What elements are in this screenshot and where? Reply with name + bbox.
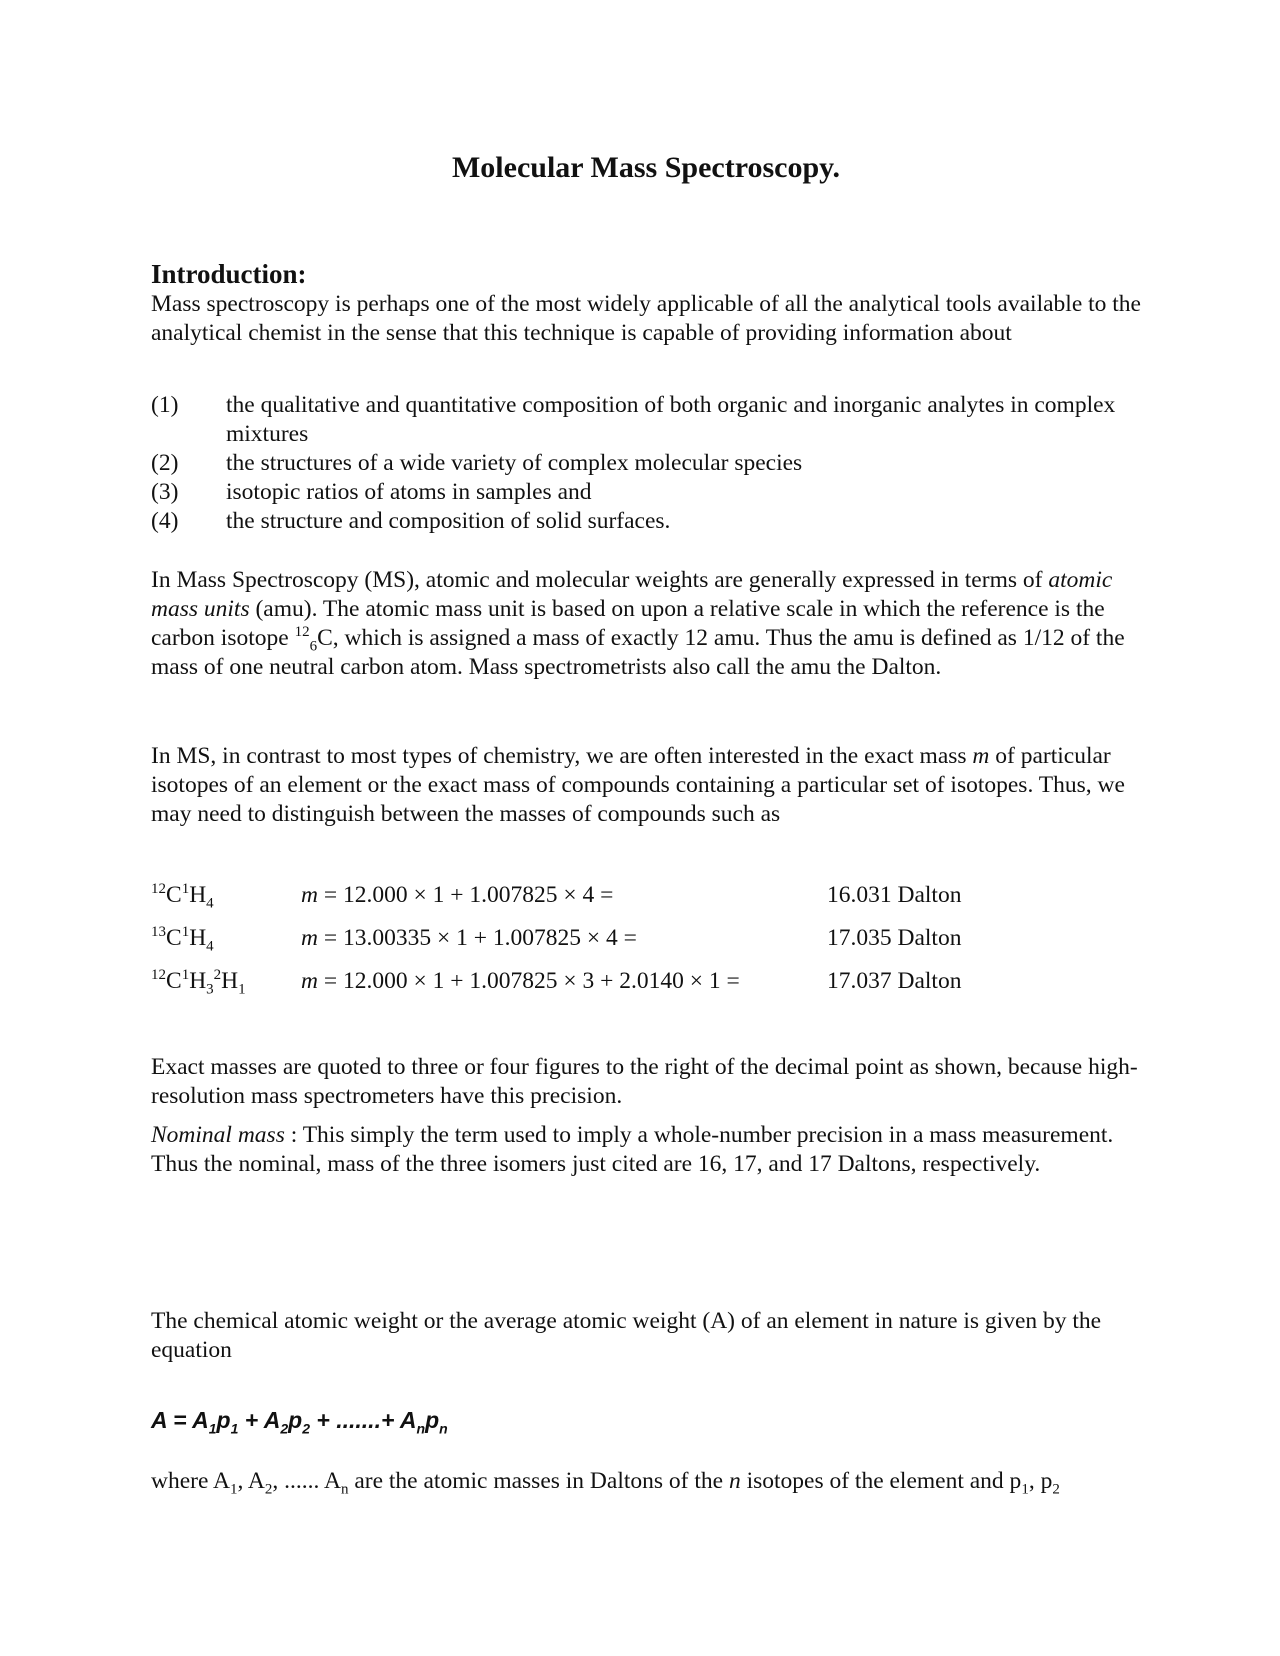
list-item bbox=[151, 449, 1141, 478]
atomic-weight-paragraph: The chemical atomic weight or the average atomic weight (A) of an element in nature is given by the equation bbox=[151, 1308, 1102, 1363]
mass-result: 17.037 Dalton bbox=[827, 968, 962, 994]
list-item-text: the structures of a wide variety of complex molecular species bbox=[226, 450, 803, 476]
where-paragraph: where $A_1$, $A_2$, ...... $A_n$ are the atomic masses in Daltons of the n isotopes of the element and $p_1$, $p_2$ bbox=[151, 1468, 1060, 1498]
page-title: Molecular Mass Spectroscopy. bbox=[451, 151, 841, 184]
species-formula: $^{12}C^1H_3^2H_1$ bbox=[151, 967, 246, 998]
list-item-number: (1) bbox=[151, 392, 179, 418]
list-item-number: (2) bbox=[151, 450, 179, 476]
mass-expression: m = 12.000 × 1 + 1.007825 × 3 + 2.0140 × 1 = bbox=[301, 968, 740, 994]
introduction-heading: Introduction: bbox=[151, 259, 307, 289]
list-item-text: the structure and composition of solid surfaces. bbox=[226, 508, 671, 534]
intro-paragraph: Mass spectroscopy is perhaps one of the most widely applicable of all the analytical tools available to the analytical chemist in the sense that this technique is capable of providing information about bbox=[151, 291, 1141, 346]
info-list bbox=[151, 391, 1141, 536]
nominal-mass-paragraph: Nominal mass : This simply the term used to imply a whole-number precision in a mass measurement. Thus the nominal, mass of the three isomers just cited are 16, 17, and 17 Daltons, respectively. bbox=[151, 1122, 1114, 1177]
table-row bbox=[151, 881, 1141, 924]
average-atomic-weight-equation: $A = A_1p_1 + A_2p_2$ + .......+ $A_np_n$ bbox=[151, 1407, 448, 1437]
list-item bbox=[151, 507, 1141, 536]
mass-calculation-table bbox=[151, 881, 1141, 1010]
atomic-mass-units-term: atomic mass units bbox=[151, 567, 1113, 622]
list-item-text: isotopic ratios of atoms in samples and bbox=[226, 479, 592, 505]
exact-mass-paragraph: In MS, in contrast to most types of chemistry, we are often interested in the exact mass m of particular isotopes of an element or the exact mass of compounds containing a particular set of isotopes. Thus, we may need to distinguish between the masses of compounds such as bbox=[151, 743, 1125, 827]
list-item-number: (3) bbox=[151, 479, 179, 505]
list-item-text: the qualitative and quantitative composition of both organic and inorganic analytes in complex mixtures bbox=[226, 392, 1116, 447]
species-formula: $^{13}C^1H_4$ bbox=[151, 924, 214, 955]
mass-expression: m = 12.000 × 1 + 1.007825 × 4 = bbox=[301, 882, 614, 908]
species-formula: $^{12}C^1H_4$ bbox=[151, 881, 214, 912]
mass-result: 16.031 Dalton bbox=[827, 882, 962, 908]
table-row bbox=[151, 967, 1141, 1010]
precision-paragraph: Exact masses are quoted to three or four figures to the right of the decimal point as shown, because high-resolution mass spectrometers have this precision. bbox=[151, 1054, 1138, 1109]
mass-result: 17.035 Dalton bbox=[827, 925, 962, 951]
amu-paragraph: In Mass Spectroscopy (MS), atomic and molecular weights are generally expressed in terms of atomic mass units (amu). The atomic mass unit is based on upon a relative scale in which the reference is the carbon isotope $^{12}_6$C, which is assigned a mass of exactly 12 amu. Thus the amu is defined as 1/12 of the mass of one neutral carbon atom. Mass spectrometrists also call the amu the Dalton. bbox=[151, 567, 1125, 680]
table-row bbox=[151, 924, 1141, 967]
list-item bbox=[151, 478, 1141, 507]
list-item-number: (4) bbox=[151, 508, 179, 534]
mass-expression: m = 13.00335 × 1 + 1.007825 × 4 = bbox=[301, 925, 637, 951]
nominal-mass-term: Nominal mass bbox=[151, 1122, 285, 1148]
list-item bbox=[151, 391, 1141, 449]
